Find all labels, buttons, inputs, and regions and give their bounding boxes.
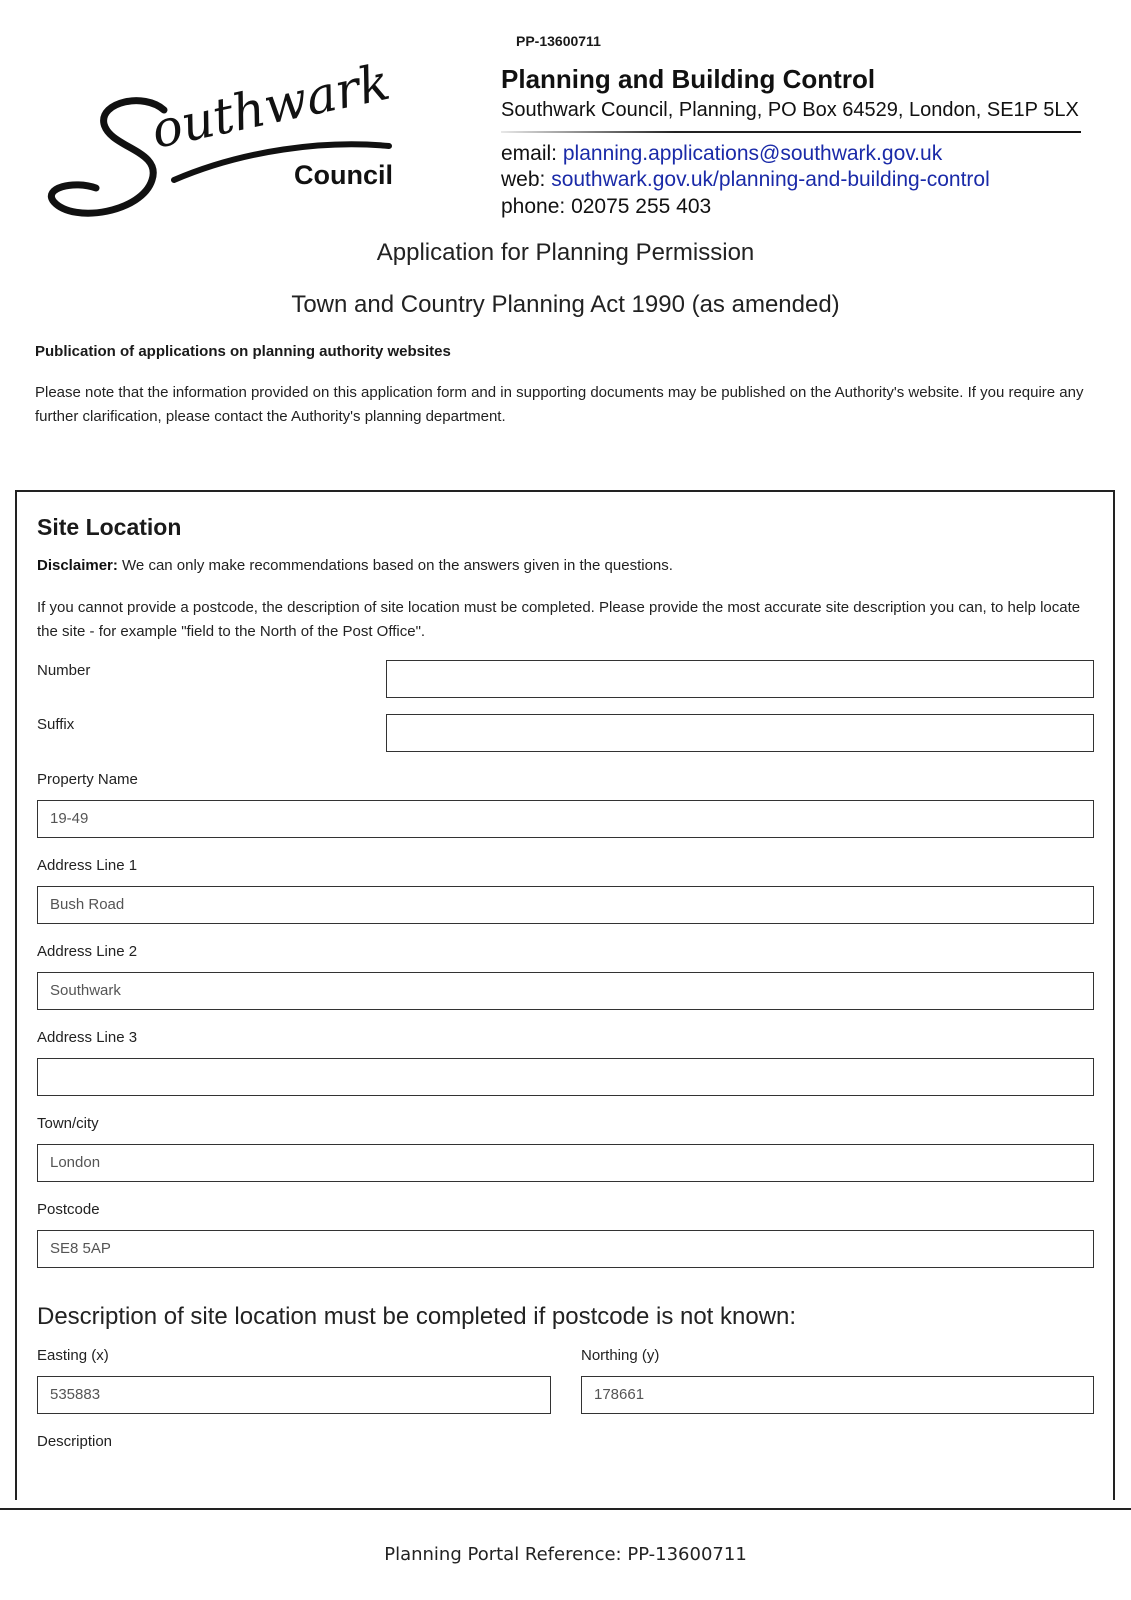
site-help-text: If you cannot provide a postcode, the description of site location must be completed. Please provide the most accurate site description you can, to help locate the site - for example "field to the North of the Post Office". [37, 599, 1081, 640]
easting-input[interactable]: 535883 [37, 1376, 551, 1414]
address-line-1-label: Address Line 1 [37, 857, 138, 874]
page-bottom-rule [0, 1508, 1131, 1510]
disclaimer-label: Disclaimer: [37, 557, 118, 574]
reference-number: PP-13600711 [516, 33, 601, 49]
number-label: Number [37, 662, 91, 679]
town-city-input[interactable]: London [37, 1144, 1094, 1182]
suffix-input[interactable] [386, 714, 1094, 752]
contact-web [501, 168, 990, 192]
description-label: Description [37, 1433, 113, 1450]
property-name-input[interactable]: 19-49 [37, 800, 1094, 838]
contact-email [501, 142, 942, 166]
address-line-2-label: Address Line 2 [37, 943, 138, 960]
phone-label: phone: [501, 195, 566, 218]
email-label: email: [501, 142, 558, 165]
southwark-council-logo [44, 62, 404, 232]
disclaimer [37, 557, 673, 574]
address-line-3-label: Address Line 3 [37, 1029, 138, 1046]
northing-input[interactable]: 178661 [581, 1376, 1094, 1414]
town-city-label: Town/city [37, 1115, 99, 1132]
contact-phone [501, 195, 711, 219]
property-name-label: Property Name [37, 771, 138, 788]
southwark-logo-graphic [44, 62, 404, 232]
address-line-1-input[interactable]: Bush Road [37, 886, 1094, 924]
email-link[interactable]: planning.applications@southwark.gov.uk [562, 142, 943, 165]
disclaimer-text: We can only make recommendations based on the answers given in the questions. [122, 557, 673, 574]
logo-council-text: Council [294, 160, 393, 190]
number-input[interactable] [386, 660, 1094, 698]
org-title: Planning and Building Control [501, 64, 876, 94]
application-title: Application for Planning Permission [376, 239, 755, 266]
publication-heading: Publication of applications on planning authority websites [35, 343, 451, 360]
postcode-label: Postcode [37, 1201, 100, 1218]
northing-label: Northing (y) [581, 1347, 660, 1364]
publication-text: Please note that the information provided on this application form and in supporting documents may be published on the Authority's website. If you require any further clarification, please contact the Authority's planning department. [35, 384, 1084, 425]
suffix-label: Suffix [37, 716, 75, 733]
address-line-2-input[interactable]: Southwark [37, 972, 1094, 1010]
act-title: Town and Country Planning Act 1990 (as amended) [291, 291, 840, 318]
web-link[interactable]: southwark.gov.uk/planning-and-building-control [551, 168, 990, 191]
section-title: Site Location [37, 514, 182, 540]
easting-label: Easting (x) [37, 1347, 109, 1364]
description-heading: Description of site location must be completed if postcode is not known: [37, 1303, 797, 1330]
phone-value: 02075 255 403 [571, 195, 712, 218]
org-address: Southwark Council, Planning, PO Box 64529, London, SE1P 5LX [501, 99, 1079, 121]
postcode-input[interactable]: SE8 5AP [37, 1230, 1094, 1268]
header-divider [501, 131, 1081, 133]
footer-reference: Planning Portal Reference: PP-13600711 [384, 1544, 747, 1565]
web-label: web: [501, 168, 546, 191]
address-line-3-input[interactable] [37, 1058, 1094, 1096]
svg-text:outhwark: outhwark [146, 62, 395, 160]
